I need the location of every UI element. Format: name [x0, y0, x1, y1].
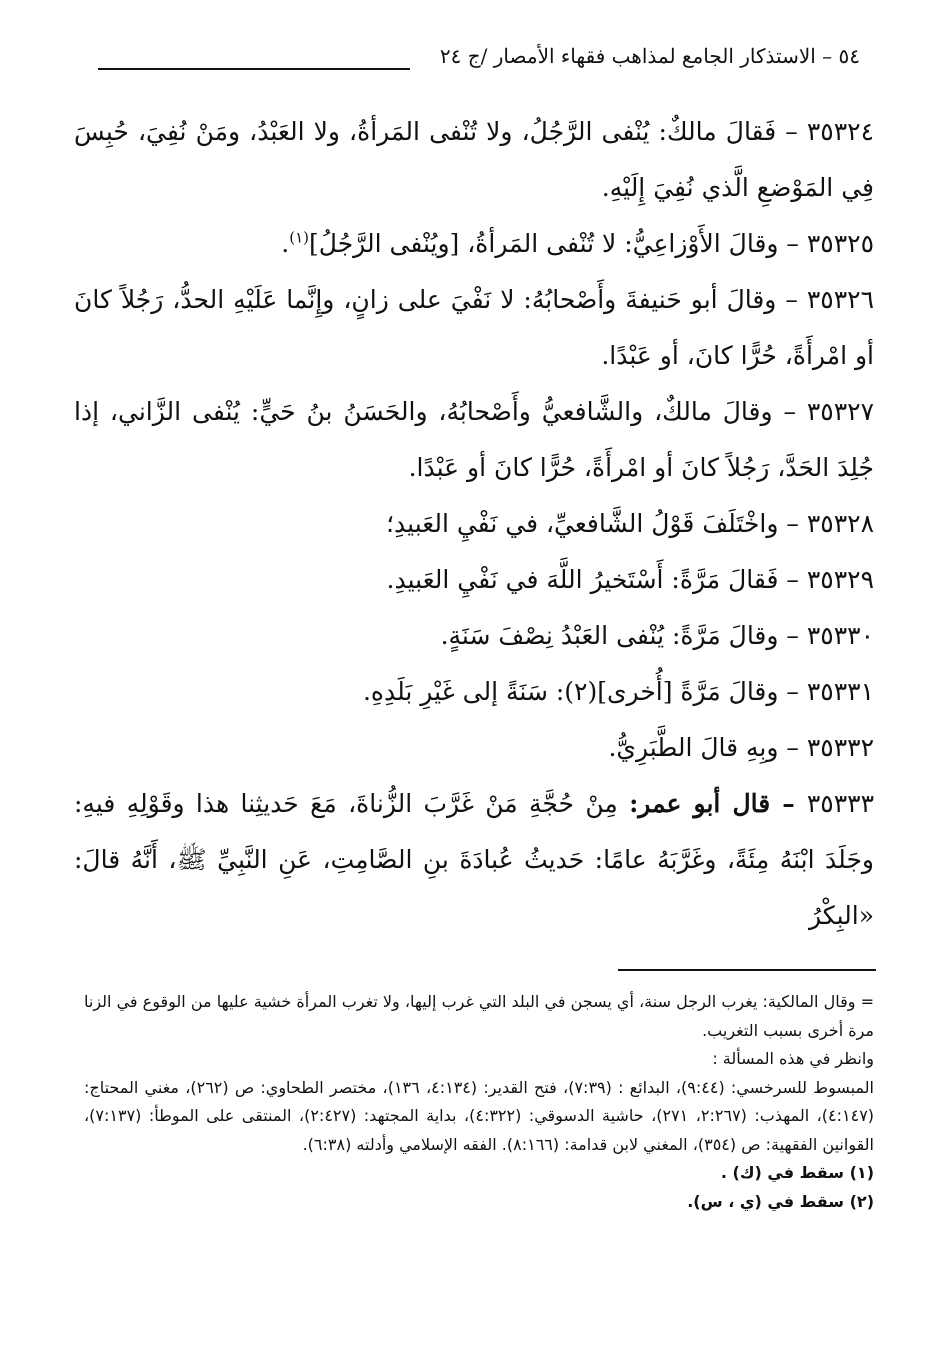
paragraph-number: ٣٥٣٢٦: [806, 285, 874, 314]
paragraph-35325: [74, 216, 874, 272]
footnote-marker: (١): [849, 1163, 874, 1182]
footnote-2: [84, 1188, 874, 1217]
footnote-ref-1: (١): [289, 228, 310, 247]
paragraph-35333: [74, 776, 874, 944]
footnote-text: سقط في (ي ، س).: [687, 1191, 850, 1211]
paragraph-number: ٣٥٣٢٤: [806, 117, 874, 146]
paragraph-text: – فَقالَ مَرَّةً: أَسْتَخيرُ اللَّهَ في نَفْيِ العَبيدِ.: [386, 565, 807, 594]
paragraph-lead: – قال أبو عمر:: [629, 789, 807, 818]
main-text: [74, 104, 874, 944]
header-rule: [98, 68, 410, 70]
paragraph-35326: [74, 272, 874, 384]
paragraph-35329: [74, 552, 874, 608]
footnotes: [84, 988, 874, 1216]
paragraph-text: مِنْ حُجَّةِ مَنْ غَرَّبَ الزُّناةَ، مَعَ حَديثِنا هذا وقَوْلِهِ فيهِ: وجَلَدَ ابْنَهُ مِئَةً، وغَرَّبَهُ عامًا: حَديثُ عُبادَةَ بنِ الصَّامِتِ، عَنِ النَّبِيِّ ﷺ، أَنَّهُ قالَ: «البِكْرُ: [74, 789, 874, 930]
footnote-marker: (٢): [849, 1191, 874, 1211]
paragraph-35332: [74, 720, 874, 776]
footnote-1: [84, 1159, 874, 1188]
paragraph-number: ٣٥٣٣٠: [806, 621, 874, 650]
paragraph-35330: [74, 608, 874, 664]
paragraph-text: – وقالَ مَرَّةً: يُنْفى العَبْدُ نِصْفَ سَنَةٍ.: [440, 621, 807, 650]
paragraph-number: ٣٥٣٢٩: [806, 565, 874, 594]
paragraph-number: ٣٥٣٢٥: [806, 229, 874, 258]
paragraph-text: – وقالَ مَرَّةً [أُخرى](٢): سَنَةً إلى غَيْرِ بَلَدِهِ.: [362, 677, 807, 706]
paragraph-text: – وقالَ أبو حَنيفةَ وأَصْحابُهُ: لا نَفْيَ على زانٍ، وإِنَّما عَلَيْهِ الحدُّ، رَجُلاً كانَ أو امْرأَةً، حُرًّا كانَ، أو عَبْدًا.: [74, 285, 874, 370]
paragraph-number: ٣٥٣٣٣: [806, 789, 874, 818]
footnote-rule: [618, 969, 876, 971]
paragraph-text: – وقالَ الأَوْزاعِيُّ: لا تُنْفى المَرأةُ، [ويُنْفى الرَّجُلُ]: [309, 229, 807, 258]
paragraph-number: ٣٥٣٣٢: [806, 733, 874, 762]
footnote-continuation: وانظر في هذه المسألة :: [712, 1049, 874, 1068]
paragraph-text: – وقالَ مالكٌ، والشَّافعيُّ وأَصْحابُهُ، والحَسَنُ بنُ حَيٍّ: يُنْفى الزَّاني، إذا جُلِدَ الحَدَّ، رَجُلاً كانَ أو امْرأَةً، حُرًّا كانَ أو عَبْدًا.: [74, 397, 874, 482]
paragraph-text: – واخْتَلَفَ قَوْلُ الشَّافعيِّ، في نَفْيِ العَبيدِ؛: [386, 509, 807, 538]
footnote-continuation: المبسوط للسرخسي: (٩:٤٤)، البدائع : (٧:٣٩)، فتح القدير: (٤:١٣٤، ١٣٦)، مختصر الطحاوي: ص (٢٦٢)، مغني المحتاج: (٤:١٤٧)، المهذب: (٢:٢٦٧، ٢٧١)، حاشية الدسوقي: (٤:٣٢٢)، بداية المجتهد: (٢:٤٢٧)، المنتقى على الموطأ: (٧:١٣٧)، القوانين الفقهية: ص (٣٥٤)، المغني لابن قدامة: (٨:١٦٦). الفقه الإسلامي وأدلته (٦:٣٨).: [84, 1077, 875, 1154]
paragraph-number: ٣٥٣٣١: [806, 677, 874, 706]
paragraph-tail: .: [281, 229, 290, 258]
paragraph-35328: [74, 496, 874, 552]
footnote-text: سقط في (ك) .: [720, 1163, 850, 1182]
paragraph-text: – فَقالَ مالكٌ: يُنْفى الرَّجُلُ، ولا تُنْفى المَرأةُ، ولا العَبْدُ، ومَنْ نُفِيَ، حُبِسَ فِي المَوْضعِ الَّذي نُفِيَ إِلَيْهِ.: [74, 117, 874, 202]
footnote-continuation: = وقال المالكية: يغرب الرجل سنة، أي يسجن في البلد التي غرب إليها، ولا تغرب المرأة خشية عليها من الوقوع في الزنا مرة أخرى بسبب التغريب.: [84, 992, 874, 1040]
paragraph-text: – وبِهِ قالَ الطَّبَرِيُّ.: [608, 733, 807, 762]
running-header: ٥٤ – الاستذكار الجامع لمذاهب فقهاء الأمصار /ج ٢٤: [439, 44, 860, 68]
paragraph-number: ٣٥٣٢٧: [806, 397, 874, 426]
paragraph-35331: [74, 664, 874, 720]
paragraph-number: ٣٥٣٢٨: [806, 509, 874, 538]
paragraph-35324: [74, 104, 874, 216]
paragraph-35327: [74, 384, 874, 496]
